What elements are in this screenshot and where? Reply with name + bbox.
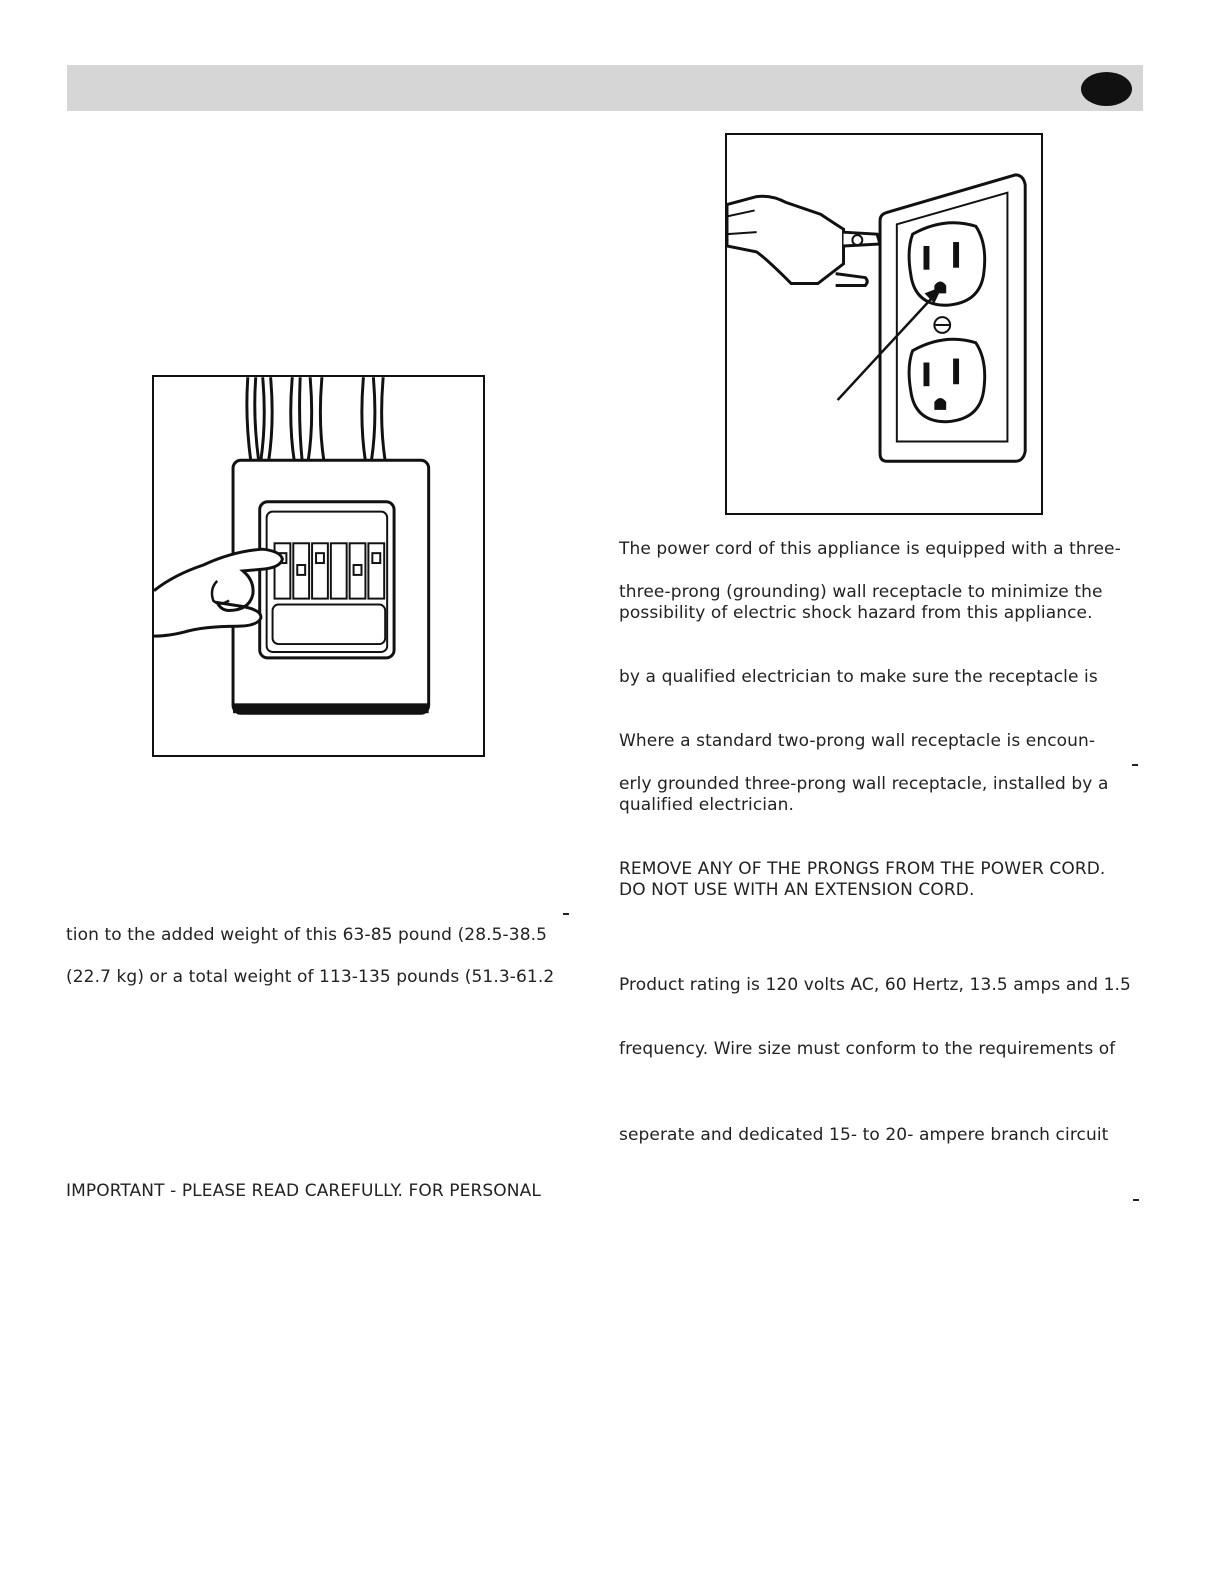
section-header-bar: [67, 65, 1143, 111]
wall-outlet-illustration: [727, 135, 1041, 513]
hyphen-mark: [1132, 764, 1138, 766]
product-rating-line: Product rating is 120 volts AC, 60 Hertz, 13.5 amps and 1.5: [619, 975, 1131, 995]
breaker-panel-figure: [152, 375, 485, 757]
two-prong-text-line-3: qualified electrician.: [619, 795, 795, 815]
weight-text-line-2: (22.7 kg) or a total weight of 113-135 pounds (51.3-61.2: [66, 967, 555, 987]
plug-body: [727, 196, 844, 283]
two-prong-text-line-2: erly grounded three-prong wall receptacle, installed by a: [619, 774, 1109, 794]
panel-label-plate: [273, 605, 386, 645]
wall-outlet-figure: [725, 133, 1043, 515]
two-prong-text-line-1: Where a standard two-prong wall receptacle is encoun-: [619, 731, 1096, 751]
top-receptacle: [909, 223, 985, 306]
cord-text-line-1: The power cord of this appliance is equipped with a three-: [619, 539, 1121, 559]
cord-text-line-2: three-prong (grounding) wall receptacle to minimize the: [619, 582, 1103, 602]
electrician-text-line: by a qualified electrician to make sure the receptacle is: [619, 667, 1098, 687]
bottom-receptacle: [909, 339, 985, 422]
warning-text-line-1: REMOVE ANY OF THE PRONGS FROM THE POWER CORD.: [619, 859, 1106, 879]
page-number-badge: [1081, 72, 1132, 106]
warning-text-line-2: DO NOT USE WITH AN EXTENSION CORD.: [619, 880, 975, 900]
hyphen-mark: [563, 913, 569, 915]
weight-text-line-1: tion to the added weight of this 63-85 pound (28.5-38.5: [66, 925, 548, 945]
breaker-panel-illustration: [154, 377, 483, 755]
cord-text-line-3: possibility of electric shock hazard from this appliance.: [619, 603, 1093, 623]
wire-size-line: frequency. Wire size must conform to the requirements of: [619, 1039, 1116, 1059]
branch-circuit-line: seperate and dedicated 15- to 20- ampere branch circuit: [619, 1125, 1109, 1145]
wire-bundle: [247, 377, 385, 461]
plug-prong-bottom: [836, 274, 868, 286]
important-notice-line: IMPORTANT - PLEASE READ CAREFULLY. FOR PERSONAL: [66, 1181, 541, 1201]
hyphen-mark: [1133, 1199, 1139, 1201]
